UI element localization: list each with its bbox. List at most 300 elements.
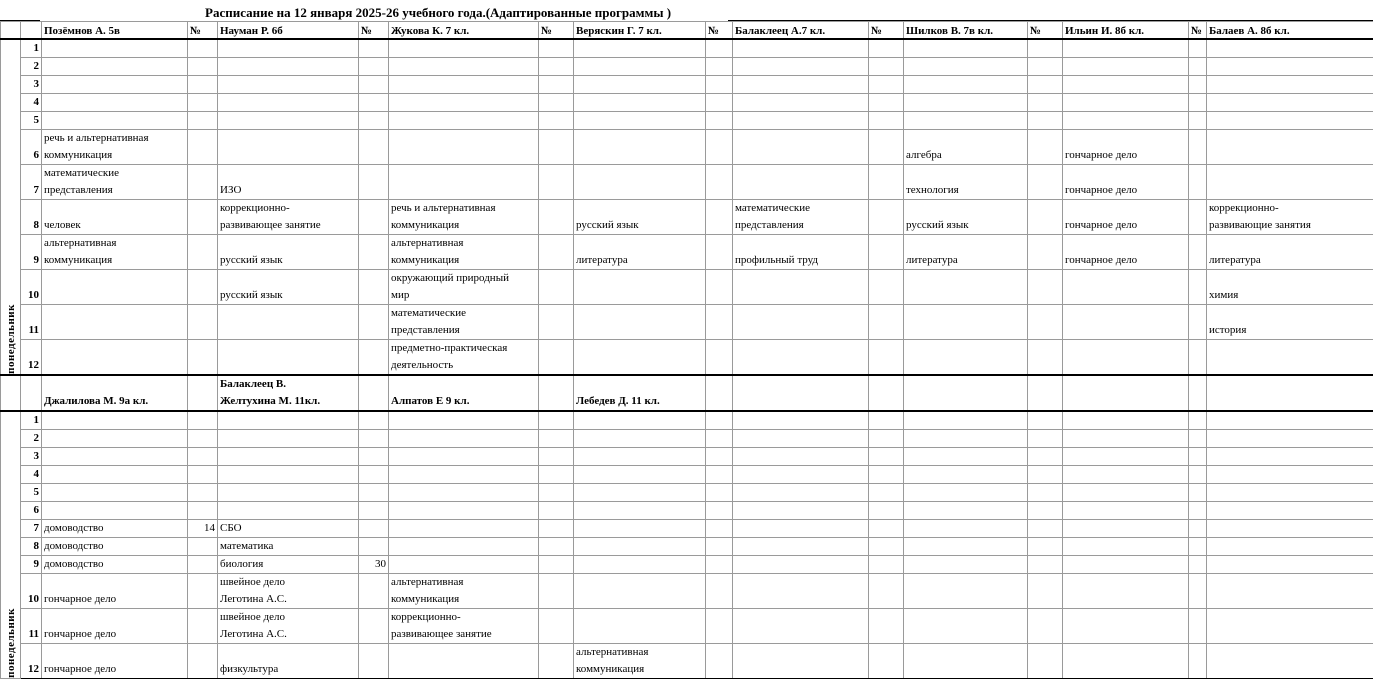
block1-header-row: [1, 22, 1373, 39]
subject-cell: гончарное дело: [42, 573, 188, 608]
lesson-row: [1, 465, 1373, 483]
subject-cell: [733, 339, 869, 375]
room-number-cell: [539, 501, 574, 519]
room-number-cell: [188, 57, 218, 75]
subject-cell: [1063, 75, 1189, 93]
lesson-number: 10: [21, 573, 42, 608]
subject-cell: [574, 447, 706, 465]
subject-cell: [733, 39, 869, 58]
subject-cell: [574, 111, 706, 129]
room-number-cell: [539, 39, 574, 58]
subject-cell: [1207, 555, 1373, 573]
room-number-cell: [869, 93, 904, 111]
room-number-cell: [1189, 537, 1207, 555]
subject-cell: [42, 111, 188, 129]
room-number-cell: [706, 75, 733, 93]
subject-cell: [1063, 465, 1189, 483]
lesson-number: 4: [21, 465, 42, 483]
room-number-cell: [359, 111, 389, 129]
subject-cell: [1207, 447, 1373, 465]
subject-cell: [389, 75, 539, 93]
room-number-cell: [1189, 643, 1207, 678]
lesson-row: [1, 129, 1373, 164]
room-number-cell: [1189, 573, 1207, 608]
subject-cell: [733, 608, 869, 643]
room-number-cell: [1189, 429, 1207, 447]
room-number-cell: [706, 304, 733, 339]
subject-cell: [1063, 483, 1189, 501]
room-number-header: [869, 375, 904, 411]
lesson-number: 2: [21, 57, 42, 75]
room-number-cell: [1189, 339, 1207, 375]
room-number-cell: [359, 429, 389, 447]
room-number-cell: [359, 339, 389, 375]
lesson-number: 3: [21, 75, 42, 93]
room-number-cell: [1028, 411, 1063, 430]
room-number-cell: [706, 339, 733, 375]
room-number-cell: [706, 199, 733, 234]
room-number-cell: [706, 643, 733, 678]
room-number-cell: [188, 573, 218, 608]
lesson-number: 3: [21, 447, 42, 465]
day-label-cell: [1, 411, 21, 679]
room-number-header: [539, 375, 574, 411]
block2-header-row: [1, 375, 1373, 411]
room-number-cell: [1028, 75, 1063, 93]
subject-cell: [389, 411, 539, 430]
room-number-cell: [539, 483, 574, 501]
room-number-cell: [1028, 129, 1063, 164]
room-number-cell: [188, 429, 218, 447]
subject-cell: [42, 75, 188, 93]
room-number-cell: [188, 234, 218, 269]
room-number-cell: [869, 269, 904, 304]
subject-cell: [1063, 608, 1189, 643]
lesson-number: 4: [21, 93, 42, 111]
subject-cell: [42, 269, 188, 304]
room-number-cell: [359, 93, 389, 111]
subject-cell: [1063, 519, 1189, 537]
lesson-number: 11: [21, 608, 42, 643]
room-number-cell: [706, 234, 733, 269]
subject-cell: [574, 39, 706, 58]
room-number-cell: [706, 269, 733, 304]
room-number-cell: [706, 555, 733, 573]
subject-cell: [733, 429, 869, 447]
subject-cell: [389, 501, 539, 519]
subject-cell: [1063, 501, 1189, 519]
subject-cell: предметно-практическая деятельность: [389, 339, 539, 375]
subject-cell: [1207, 39, 1373, 58]
lesson-row: [1, 447, 1373, 465]
subject-cell: гончарное дело: [42, 643, 188, 678]
lesson-row: [1, 501, 1373, 519]
student-header: [1207, 375, 1373, 411]
subject-cell: швейное дело Леготина А.С.: [218, 573, 359, 608]
subject-cell: [733, 75, 869, 93]
room-number-cell: [1028, 339, 1063, 375]
room-number-cell: [539, 447, 574, 465]
room-number-cell: [1189, 483, 1207, 501]
room-number-cell: [359, 75, 389, 93]
subject-cell: [1063, 57, 1189, 75]
subject-cell: [904, 75, 1028, 93]
room-number-cell: [359, 57, 389, 75]
room-number-header: №: [188, 22, 218, 39]
subject-cell: СБО: [218, 519, 359, 537]
subject-cell: [218, 111, 359, 129]
day-label: понедельник: [3, 304, 20, 374]
subject-cell: физкультура: [218, 643, 359, 678]
room-number-cell: [359, 643, 389, 678]
room-number-cell: [1028, 537, 1063, 555]
subject-cell: [1207, 75, 1373, 93]
room-number-cell: [1189, 501, 1207, 519]
subject-cell: русский язык: [904, 199, 1028, 234]
subject-cell: [389, 537, 539, 555]
schedule-sheet: [0, 21, 1373, 679]
room-number-cell: [1028, 269, 1063, 304]
subject-cell: [733, 57, 869, 75]
room-number-cell: [869, 39, 904, 58]
subject-cell: [574, 555, 706, 573]
room-number-cell: [1028, 608, 1063, 643]
subject-cell: [1207, 339, 1373, 375]
room-number-cell: [869, 164, 904, 199]
room-number-header: №: [359, 22, 389, 39]
room-number-cell: [359, 234, 389, 269]
room-number-cell: [359, 608, 389, 643]
subject-cell: [1207, 111, 1373, 129]
subject-cell: химия: [1207, 269, 1373, 304]
subject-cell: альтернативная коммуникация: [389, 234, 539, 269]
lesson-row: [1, 164, 1373, 199]
lesson-number: 9: [21, 234, 42, 269]
subject-cell: [574, 339, 706, 375]
subject-cell: литература: [1207, 234, 1373, 269]
subject-cell: гончарное дело: [1063, 129, 1189, 164]
room-number-cell: [869, 537, 904, 555]
corner-cell: [21, 22, 42, 39]
room-number-cell: [869, 75, 904, 93]
room-number-cell: [706, 537, 733, 555]
lesson-row: [1, 199, 1373, 234]
subject-cell: [1207, 429, 1373, 447]
corner-cell: [1, 375, 21, 411]
student-header: Алпатов Е 9 кл.: [389, 375, 539, 411]
subject-cell: [389, 643, 539, 678]
room-number-cell: [359, 519, 389, 537]
subject-cell: [1207, 57, 1373, 75]
subject-cell: [574, 304, 706, 339]
room-number-cell: [869, 411, 904, 430]
lesson-row: [1, 111, 1373, 129]
room-number-cell: [706, 129, 733, 164]
room-number-cell: [706, 429, 733, 447]
subject-cell: [904, 93, 1028, 111]
subject-cell: [904, 411, 1028, 430]
room-number-cell: [1028, 199, 1063, 234]
room-number-cell: [188, 447, 218, 465]
subject-cell: альтернативная коммуникация: [574, 643, 706, 678]
subject-cell: [574, 465, 706, 483]
lesson-number: 8: [21, 199, 42, 234]
subject-cell: гончарное дело: [1063, 199, 1189, 234]
room-number-cell: [359, 199, 389, 234]
room-number-cell: [1189, 447, 1207, 465]
lesson-row: [1, 643, 1373, 678]
room-number-cell: [188, 93, 218, 111]
room-number-cell: [1189, 93, 1207, 111]
room-number-cell: [539, 608, 574, 643]
subject-cell: математические представления: [389, 304, 539, 339]
subject-cell: [389, 447, 539, 465]
lesson-number: 12: [21, 643, 42, 678]
subject-cell: [218, 465, 359, 483]
subject-cell: [1207, 608, 1373, 643]
student-header: Балаев А. 8б кл.: [1207, 22, 1373, 39]
room-number-cell: [359, 39, 389, 58]
room-number-cell: [188, 199, 218, 234]
subject-cell: [733, 111, 869, 129]
lesson-row: [1, 57, 1373, 75]
subject-cell: альтернативная коммуникация: [389, 573, 539, 608]
room-number-cell: [188, 129, 218, 164]
subject-cell: коррекционно- развивающее занятие: [389, 608, 539, 643]
room-number-cell: [706, 111, 733, 129]
subject-cell: русский язык: [218, 269, 359, 304]
student-header: Жукова К. 7 кл.: [389, 22, 539, 39]
subject-cell: окружающий природный мир: [389, 269, 539, 304]
room-number-cell: [869, 304, 904, 339]
subject-cell: [389, 519, 539, 537]
subject-cell: [904, 57, 1028, 75]
room-number-cell: [359, 447, 389, 465]
room-number-cell: [359, 129, 389, 164]
lesson-number: 5: [21, 483, 42, 501]
subject-cell: [904, 573, 1028, 608]
lesson-row: [1, 483, 1373, 501]
subject-cell: [389, 57, 539, 75]
lesson-row: [1, 573, 1373, 608]
room-number-cell: [539, 111, 574, 129]
subject-cell: [1063, 555, 1189, 573]
subject-cell: [574, 573, 706, 608]
room-number-cell: [706, 501, 733, 519]
subject-cell: [574, 483, 706, 501]
subject-cell: [1063, 39, 1189, 58]
student-header: Науман Р. 6б: [218, 22, 359, 39]
room-number-cell: [188, 643, 218, 678]
room-number-header: [1189, 375, 1207, 411]
room-number-cell: [869, 57, 904, 75]
room-number-cell: [706, 465, 733, 483]
subject-cell: [574, 93, 706, 111]
subject-cell: [389, 111, 539, 129]
subject-cell: [904, 537, 1028, 555]
lesson-row: [1, 537, 1373, 555]
room-number-cell: [706, 519, 733, 537]
room-number-cell: [706, 447, 733, 465]
subject-cell: [1207, 411, 1373, 430]
room-number-cell: [188, 501, 218, 519]
room-number-cell: [359, 537, 389, 555]
subject-cell: [1207, 164, 1373, 199]
lesson-row: [1, 555, 1373, 573]
subject-cell: коррекционно- развивающее занятие: [218, 199, 359, 234]
subject-cell: гончарное дело: [1063, 164, 1189, 199]
subject-cell: [733, 573, 869, 608]
subject-cell: [904, 483, 1028, 501]
room-number-cell: [869, 608, 904, 643]
subject-cell: [42, 339, 188, 375]
student-header: Веряскин Г. 7 кл.: [574, 22, 706, 39]
room-number-cell: [539, 129, 574, 164]
subject-cell: [574, 501, 706, 519]
subject-cell: [218, 57, 359, 75]
subject-cell: [1207, 573, 1373, 608]
room-number-cell: [1028, 429, 1063, 447]
room-number-header: №: [539, 22, 574, 39]
subject-cell: [218, 339, 359, 375]
lesson-row: [1, 269, 1373, 304]
schedule-body: [1, 22, 1373, 679]
room-number-cell: [1028, 447, 1063, 465]
subject-cell: [904, 339, 1028, 375]
room-number-cell: [1028, 483, 1063, 501]
lesson-number: 10: [21, 269, 42, 304]
room-number-cell: [869, 199, 904, 234]
room-number-cell: [188, 39, 218, 58]
subject-cell: [1207, 129, 1373, 164]
room-number-cell: [539, 573, 574, 608]
subject-cell: [1063, 339, 1189, 375]
subject-cell: [42, 57, 188, 75]
subject-cell: [574, 608, 706, 643]
room-number-cell: [869, 555, 904, 573]
subject-cell: [574, 411, 706, 430]
subject-cell: [1063, 269, 1189, 304]
lesson-row: [1, 429, 1373, 447]
subject-cell: [1207, 93, 1373, 111]
subject-cell: [574, 429, 706, 447]
subject-cell: [1207, 483, 1373, 501]
subject-cell: [218, 304, 359, 339]
subject-cell: математика: [218, 537, 359, 555]
subject-cell: [1207, 519, 1373, 537]
room-number-cell: [869, 111, 904, 129]
corner-cell: [1, 22, 21, 39]
subject-cell: литература: [904, 234, 1028, 269]
subject-cell: русский язык: [218, 234, 359, 269]
subject-cell: [218, 447, 359, 465]
room-number-cell: [539, 57, 574, 75]
subject-cell: [733, 501, 869, 519]
subject-cell: [42, 483, 188, 501]
subject-cell: [904, 465, 1028, 483]
room-number-cell: [539, 75, 574, 93]
room-number-cell: [1189, 411, 1207, 430]
room-number-cell: [1189, 57, 1207, 75]
room-number-cell: [188, 483, 218, 501]
subject-cell: алгебра: [904, 129, 1028, 164]
room-number-cell: [1028, 573, 1063, 608]
subject-cell: [1207, 501, 1373, 519]
lesson-number: 6: [21, 501, 42, 519]
subject-cell: [733, 555, 869, 573]
subject-cell: [1063, 304, 1189, 339]
room-number-cell: [539, 411, 574, 430]
subject-cell: литература: [574, 234, 706, 269]
subject-cell: [1207, 643, 1373, 678]
subject-cell: [733, 164, 869, 199]
subject-cell: [389, 429, 539, 447]
subject-cell: математические представления: [42, 164, 188, 199]
subject-cell: [733, 269, 869, 304]
subject-cell: [574, 269, 706, 304]
subject-cell: [42, 93, 188, 111]
room-number-cell: [1028, 234, 1063, 269]
lesson-number: 12: [21, 339, 42, 375]
subject-cell: [904, 501, 1028, 519]
room-number-cell: [869, 483, 904, 501]
subject-cell: [389, 164, 539, 199]
room-number-header: [1028, 375, 1063, 411]
subject-cell: [733, 304, 869, 339]
subject-cell: [1063, 111, 1189, 129]
room-number-cell: [869, 339, 904, 375]
lesson-row: [1, 93, 1373, 111]
subject-cell: гончарное дело: [42, 608, 188, 643]
room-number-cell: [706, 93, 733, 111]
room-number-cell: [869, 573, 904, 608]
room-number-cell: [188, 304, 218, 339]
subject-cell: [904, 429, 1028, 447]
room-number-cell: [1028, 501, 1063, 519]
lesson-row: [1, 519, 1373, 537]
lesson-number: 9: [21, 555, 42, 573]
room-number-cell: [188, 164, 218, 199]
lesson-row: [1, 411, 1373, 430]
subject-cell: [42, 411, 188, 430]
room-number-cell: [869, 519, 904, 537]
room-number-cell: [869, 465, 904, 483]
room-number-cell: [539, 234, 574, 269]
subject-cell: [733, 129, 869, 164]
subject-cell: [904, 447, 1028, 465]
student-header: Балаклеец В. Желтухина М. 11кл.: [218, 375, 359, 411]
room-number-header: [706, 375, 733, 411]
room-number-cell: [1028, 39, 1063, 58]
room-number-header: №: [869, 22, 904, 39]
room-number-cell: [1028, 57, 1063, 75]
day-label: понедельник: [3, 608, 20, 678]
subject-cell: профильный труд: [733, 234, 869, 269]
room-number-cell: [1189, 199, 1207, 234]
subject-cell: [904, 39, 1028, 58]
subject-cell: [904, 608, 1028, 643]
room-number-cell: [1189, 304, 1207, 339]
room-number-cell: [359, 304, 389, 339]
subject-cell: [218, 411, 359, 430]
room-number-cell: [1028, 519, 1063, 537]
subject-cell: [1063, 537, 1189, 555]
room-number-cell: [539, 429, 574, 447]
lesson-row: [1, 75, 1373, 93]
room-number-cell: [188, 555, 218, 573]
room-number-cell: [1189, 39, 1207, 58]
room-number-header: №: [1189, 22, 1207, 39]
